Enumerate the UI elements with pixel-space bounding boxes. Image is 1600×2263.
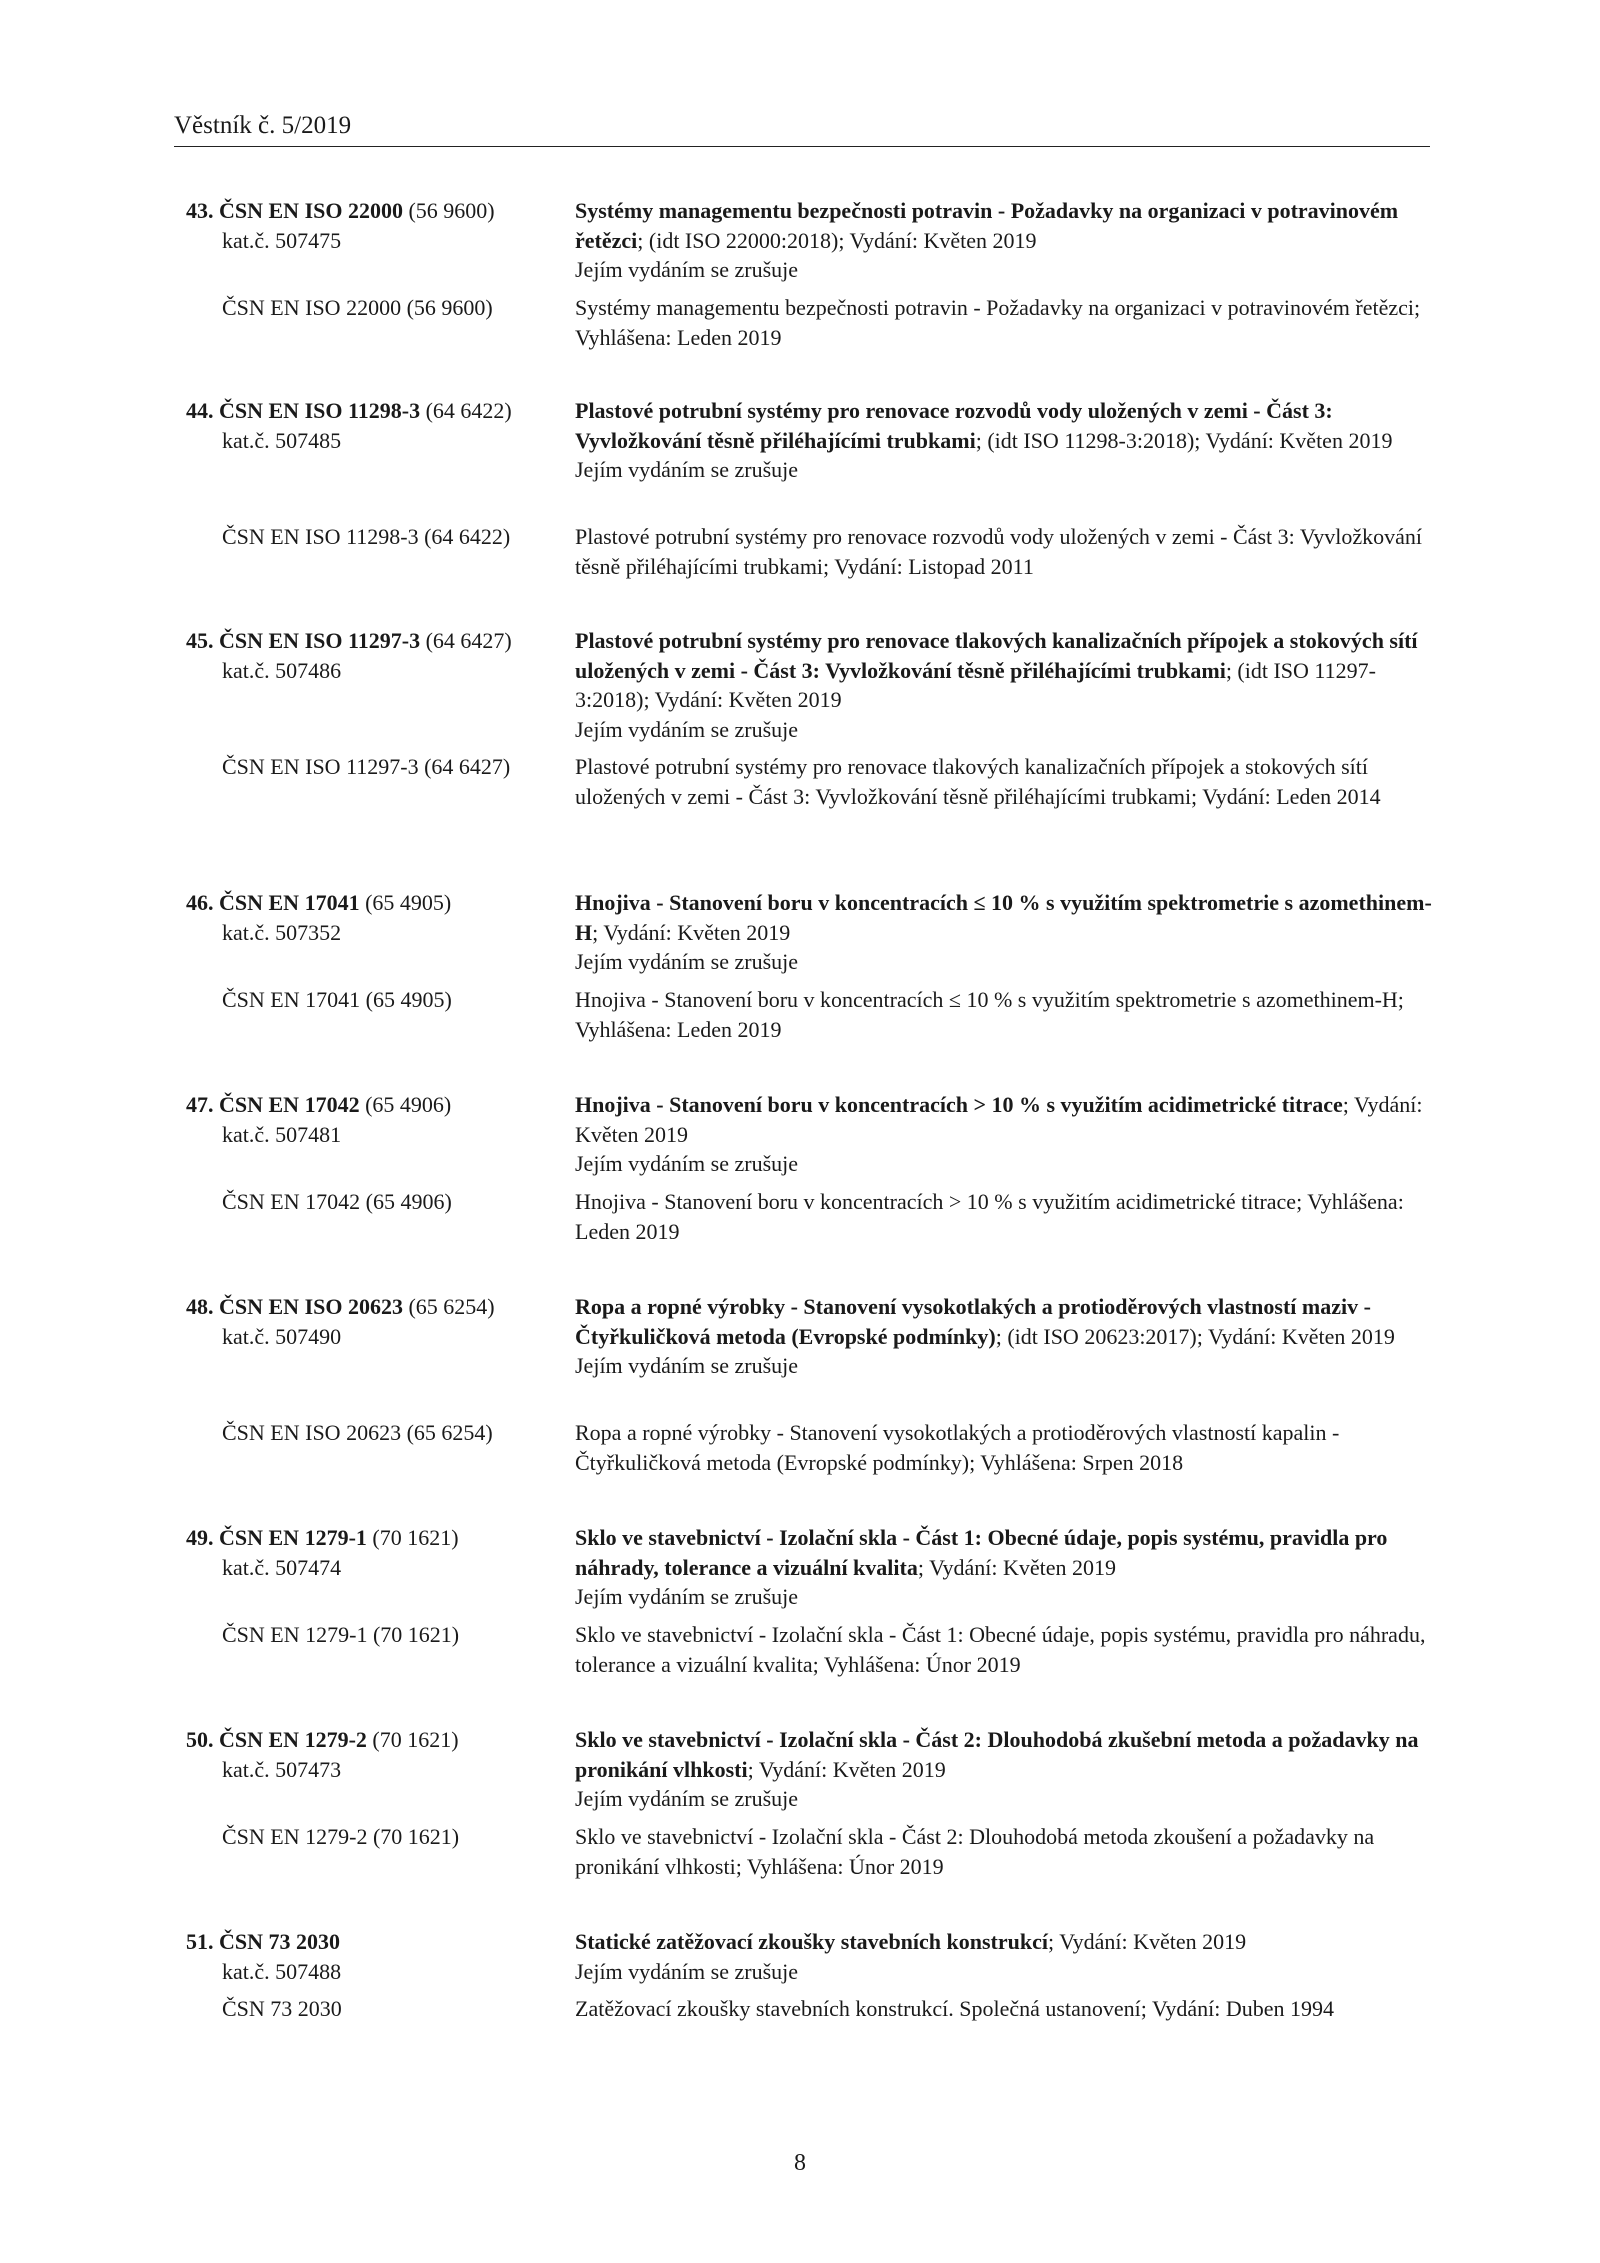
standard-code: ČSN EN 1279-1 <box>219 1525 367 1550</box>
catalog-number: kat.č. 507352 <box>222 919 342 945</box>
replaced-standard-code: ČSN EN ISO 20623 (65 6254) <box>222 1420 493 1445</box>
entry-number: 50. <box>186 1727 214 1752</box>
standard-id <box>186 396 566 455</box>
standard-id <box>186 1725 566 1784</box>
standard-class: (70 1621) <box>366 1727 459 1752</box>
standard-id <box>186 1927 566 1986</box>
standard-description <box>575 196 1445 285</box>
catalog-number: kat.č. 507486 <box>222 657 342 683</box>
standard-details: ; Vydání: Květen 2019 <box>1048 1929 1247 1954</box>
standard-class: (64 6422) <box>420 398 512 423</box>
standard-description <box>575 396 1445 485</box>
catalog-number: kat.č. 507473 <box>222 1756 342 1782</box>
standard-class: (64 6427) <box>420 628 512 653</box>
standard-code: ČSN EN 1279-2 <box>219 1727 367 1752</box>
standard-title: Statické zatěžovací zkoušky stavebních konstrukcí <box>575 1929 1048 1954</box>
standard-title: Hnojiva - Stanovení boru v koncentracích > 10 % s využitím acidimetrické titrace <box>575 1092 1343 1117</box>
cancels-note: Jejím vydáním se zrušuje <box>575 716 799 742</box>
replaced-standard-code: ČSN EN 1279-2 (70 1621) <box>222 1824 460 1849</box>
replaced-standard-code: ČSN EN 17041 (65 4905) <box>222 987 452 1012</box>
cancels-note: Jejím vydáním se zrušuje <box>575 1958 799 1984</box>
standard-title: Systémy managementu bezpečnosti potravin - Požadavky na organizaci v potravinovém řetězci <box>575 198 1399 253</box>
cancels-note: Jejím vydáním se zrušuje <box>575 1584 799 1609</box>
standard-code: ČSN EN 17041 <box>219 890 360 915</box>
standard-class: (65 4905) <box>359 890 452 915</box>
standard-details: ; (idt ISO 11298-3:2018); Vydání: Květen 2019 <box>975 427 1393 453</box>
cancels-note: Jejím vydáním se zrušuje <box>575 1353 799 1378</box>
standard-description <box>575 1927 1445 1986</box>
entry-number: 44. <box>186 398 214 423</box>
catalog-number: kat.č. 507488 <box>222 1958 342 1984</box>
standard-title: Sklo ve stavebnictví - Izolační skla - Část 2: Dlouhodobá zkušební metoda a požadavky na pronikání vlhkosti <box>575 1727 1419 1782</box>
replaced-standard-code: ČSN EN ISO 11297-3 (64 6427) <box>222 754 511 779</box>
standard-details: ; Vydání: Květen 2019 <box>592 919 791 945</box>
standard-id <box>186 1523 566 1582</box>
standard-details: ; Vydání: Květen 2019 <box>917 1554 1117 1580</box>
cancels-note: Jejím vydáním se zrušuje <box>575 949 799 974</box>
standard-code: ČSN EN ISO 11298-3 <box>219 398 421 423</box>
entry-number: 43. <box>186 198 214 223</box>
standard-title: Ropa a ropné výrobky - Stanovení vysokotlakých a protioděrových vlastností maziv - Čtyřkuličková metoda (Evropské podmínky) <box>575 1294 1371 1349</box>
page-number: 8 <box>794 2150 806 2176</box>
standard-code: ČSN EN 17042 <box>219 1092 360 1117</box>
standard-details: ; Vydání: Květen 2019 <box>747 1756 946 1782</box>
replaced-standard-code: ČSN EN 1279-1 (70 1621) <box>222 1622 460 1647</box>
replaced-standard-text: Sklo ve stavebnictví - Izolační skla - Část 2: Dlouhodobá metoda zkoušení a požadavky na pronikání vlhkosti; Vyhlášena: Únor 2019 <box>575 1824 1375 1879</box>
standard-code: ČSN EN ISO 22000 <box>219 198 403 223</box>
catalog-number: kat.č. 507474 <box>222 1554 342 1580</box>
standard-id <box>186 888 566 947</box>
standard-title: Plastové potrubní systémy pro renovace rozvodů vody uložených v zemi - Část 3: Vyvložkování těsně přiléhajícími trubkami <box>575 398 1333 453</box>
catalog-number: kat.č. 507485 <box>222 427 342 453</box>
replaced-standard-text: Ropa a ropné výrobky - Stanovení vysokotlakých a protioděrových vlastností kapalin - Čtyřkuličková metoda (Evropské podmínky); Vyhlášena: Srpen 2018 <box>575 1420 1340 1475</box>
standard-title: Plastové potrubní systémy pro renovace tlakových kanalizačních přípojek a stokových sítí uložených v zemi - Část 3: Vyvložkování těsně přiléhajícími trubkami <box>575 628 1418 683</box>
entry-number: 48. <box>186 1294 214 1319</box>
entry-number: 51. <box>186 1929 214 1954</box>
catalog-number: kat.č. 507481 <box>222 1121 342 1147</box>
standard-description <box>575 888 1445 977</box>
standard-class: (65 4906) <box>359 1092 452 1117</box>
replaced-standard-text: Plastové potrubní systémy pro renovace tlakových kanalizačních přípojek a stokových sítí uložených v zemi - Část 3: Vyvložkování těsně přiléhajícími trubkami; Vydání: Leden 2014 <box>575 754 1381 809</box>
standard-details: ; (idt ISO 11297-3:2018); Vydání: Květen 2019 <box>575 657 1376 712</box>
standard-id <box>186 626 566 685</box>
cancels-note: Jejím vydáním se zrušuje <box>575 1786 799 1811</box>
standard-class: (56 9600) <box>402 198 495 223</box>
standard-description <box>575 626 1445 744</box>
standard-description <box>575 1523 1445 1612</box>
standard-description <box>575 1090 1445 1179</box>
entry-number: 47. <box>186 1092 214 1117</box>
standard-id <box>186 1090 566 1149</box>
standard-code: ČSN EN ISO 11297-3 <box>219 628 421 653</box>
standard-class: (70 1621) <box>366 1525 459 1550</box>
replaced-standard-code: ČSN EN ISO 11298-3 (64 6422) <box>222 524 511 549</box>
journal-title: Věstník č. 5/2019 <box>174 112 352 139</box>
standard-description <box>575 1725 1445 1814</box>
entry-number: 45. <box>186 628 214 653</box>
replaced-standard-text: Hnojiva - Stanovení boru v koncentracích > 10 % s využitím acidimetrické titrace; Vyhlášena: Leden 2019 <box>575 1189 1404 1244</box>
standard-details: ; (idt ISO 20623:2017); Vydání: Květen 2019 <box>995 1323 1395 1349</box>
replaced-standard-code: ČSN EN ISO 22000 (56 9600) <box>222 295 493 320</box>
replaced-standard-code: ČSN 73 2030 <box>222 1996 342 2021</box>
standard-title: Sklo ve stavebnictví - Izolační skla - Část 1: Obecné údaje, popis systému, pravidla pro náhrady, tolerance a vizuální kvalita <box>575 1525 1388 1580</box>
standard-description <box>575 1292 1445 1381</box>
replaced-standard-text: Systémy managementu bezpečnosti potravin - Požadavky na organizaci v potravinovém řetězci; Vyhlášena: Leden 2019 <box>575 295 1421 350</box>
standard-code: ČSN EN ISO 20623 <box>219 1294 403 1319</box>
standard-details: ; (idt ISO 22000:2018); Vydání: Květen 2019 <box>637 227 1037 253</box>
replaced-standard-text: Plastové potrubní systémy pro renovace rozvodů vody uložených v zemi - Část 3: Vyvložkování těsně přiléhajícími trubkami; Vydání: Listopad 2011 <box>575 524 1423 579</box>
standard-details: ; Vydání: Květen 2019 <box>575 1092 1423 1147</box>
replaced-standard-code: ČSN EN 17042 (65 4906) <box>222 1189 452 1214</box>
cancels-note: Jejím vydáním se zrušuje <box>575 457 799 482</box>
entry-number: 46. <box>186 890 214 915</box>
entry-number: 49. <box>186 1525 214 1550</box>
replaced-standard-text: Sklo ve stavebnictví - Izolační skla - Část 1: Obecné údaje, popis systému, pravidla pro náhradu, tolerance a vizuální kvalita; Vyhlášena: Únor 2019 <box>575 1622 1426 1677</box>
catalog-number: kat.č. 507490 <box>222 1323 342 1349</box>
standard-class: (65 6254) <box>402 1294 495 1319</box>
replaced-standard-text: Hnojiva - Stanovení boru v koncentracích ≤ 10 % s využitím spektrometrie s azomethinem-H; Vyhlášena: Leden 2019 <box>575 987 1404 1042</box>
standard-code: ČSN 73 2030 <box>219 1929 341 1954</box>
standard-title: Hnojiva - Stanovení boru v koncentracích ≤ 10 % s využitím spektrometrie s azomethinem-H <box>575 890 1432 945</box>
standard-id <box>186 1292 566 1351</box>
replaced-standard-text: Zatěžovací zkoušky stavebních konstrukcí. Společná ustanovení; Vydání: Duben 1994 <box>575 1996 1335 2021</box>
cancels-note: Jejím vydáním se zrušuje <box>575 257 799 282</box>
catalog-number: kat.č. 507475 <box>222 227 342 253</box>
standard-id <box>186 196 566 255</box>
cancels-note: Jejím vydáním se zrušuje <box>575 1151 799 1176</box>
